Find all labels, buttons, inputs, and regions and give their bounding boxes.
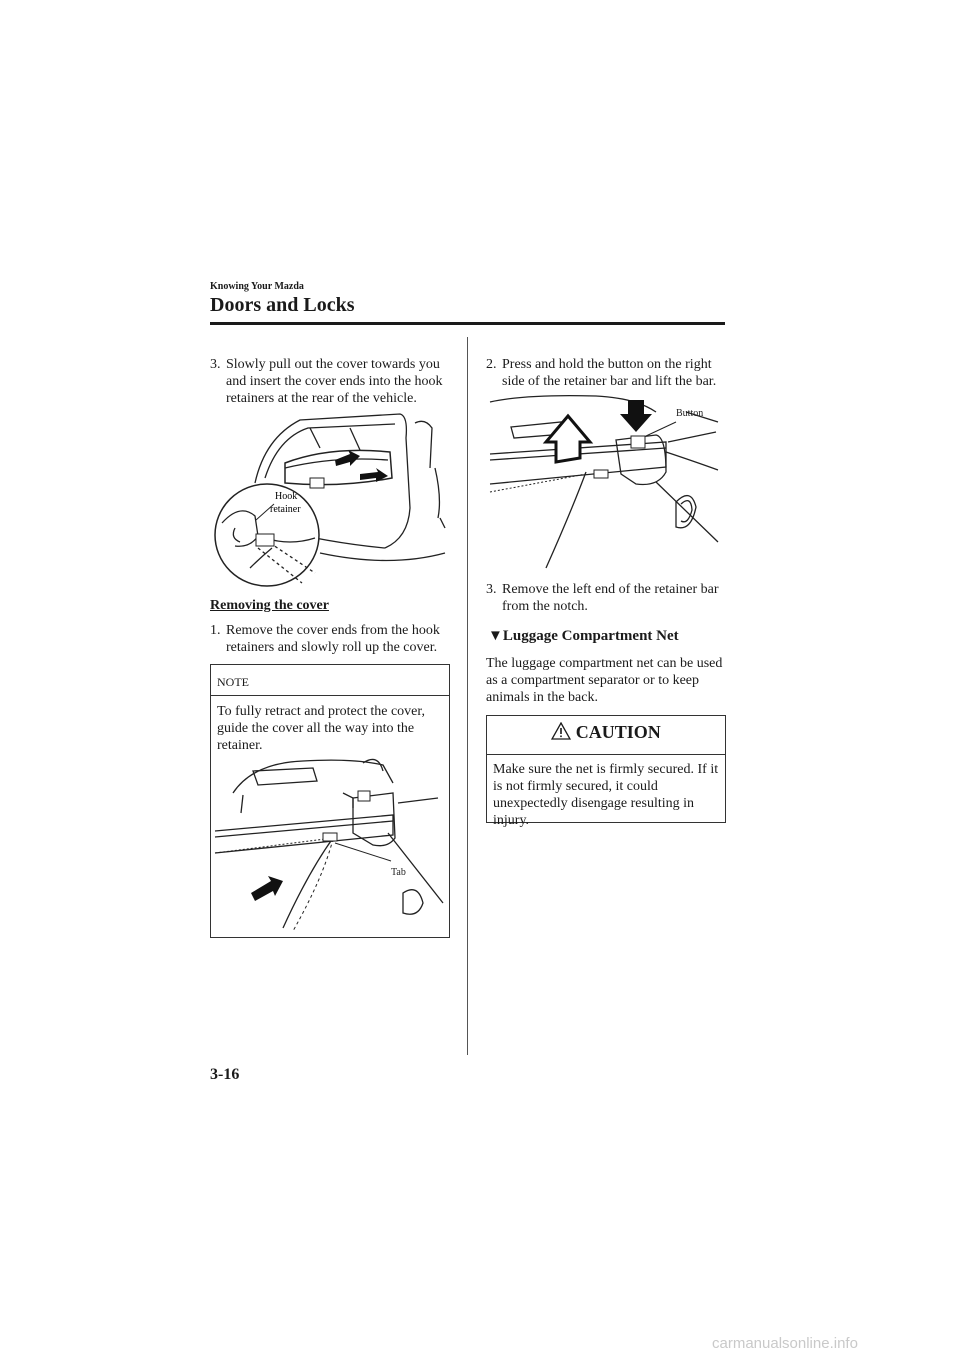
triangle-bullet-icon: ▼ [488,628,503,644]
step-line: from the notch. [502,599,588,614]
step-text [226,356,443,407]
paragraph-line: as a compartment separator or to keep [486,673,700,688]
header-rule [210,322,725,325]
figure-label-retainer: retainer [270,504,301,515]
retainer-button-illustration [486,392,726,570]
step-text [502,356,716,390]
note-divider [211,695,449,696]
heading-luggage-net [488,628,679,645]
subheading-removing-cover: Removing the cover [210,598,329,613]
caution-divider [487,754,725,755]
note-text [217,703,445,754]
page-number: 3-16 [210,1066,240,1083]
caution-line: is not firmly secured, it could [493,779,658,794]
step-3-right [486,581,726,617]
warning-icon [551,722,571,740]
caution-label: CAUTION [575,722,661,742]
caution-line: injury. [493,813,530,828]
chapter-title: Doors and Locks [210,294,355,316]
retainer-tab-illustration [213,753,447,933]
step-text [226,622,440,656]
figure-label-hook: Hook [275,491,298,502]
paragraph-line: animals in the back. [486,690,598,705]
step-number: 3. [210,357,221,372]
step-1-left [210,622,450,658]
note-line: guide the cover all the way into the [217,721,415,736]
step-number: 1. [210,623,221,638]
note-line: To fully retract and protect the cover, [217,704,425,719]
note-line: retainer. [217,738,263,753]
column-divider [467,337,468,1055]
step-line: Press and hold the button on the right [502,357,712,372]
step-line: Slowly pull out the cover towards you [226,357,440,372]
step-number: 3. [486,582,497,597]
step-2-right [486,356,726,392]
figure-label-button: Button [676,408,704,419]
caution-line: unexpectedly disengage resulting in [493,796,694,811]
watermark: carmanualsonline.info [712,1335,858,1352]
step-line: retainers at the rear of the vehicle. [226,391,417,406]
caution-text [493,761,721,829]
step-line: side of the retainer bar and lift the bar. [502,374,717,389]
caution-line: Make sure the net is firmly secured. If it [493,762,719,777]
figure-label-tab: Tab [391,867,406,878]
step-line: retainers and slowly roll up the cover. [226,640,438,655]
step-line: Remove the cover ends from the hook [226,623,440,638]
heading-text: Luggage Compartment Net [502,628,679,644]
section-label: Knowing Your Mazda [210,281,304,292]
step-line: Remove the left end of the retainer bar [502,582,719,597]
note-box [210,664,450,938]
step-number: 2. [486,357,497,372]
luggage-net-paragraph [486,655,726,706]
cargo-cover-illustration [210,408,450,588]
note-title: NOTE [217,675,249,689]
paragraph-line: The luggage compartment net can be used [486,656,723,671]
step-line: and insert the cover ends into the hook [226,374,443,389]
caution-box [486,715,726,828]
step-text [502,581,719,615]
step-3-left [210,356,450,408]
caution-title [487,722,725,743]
